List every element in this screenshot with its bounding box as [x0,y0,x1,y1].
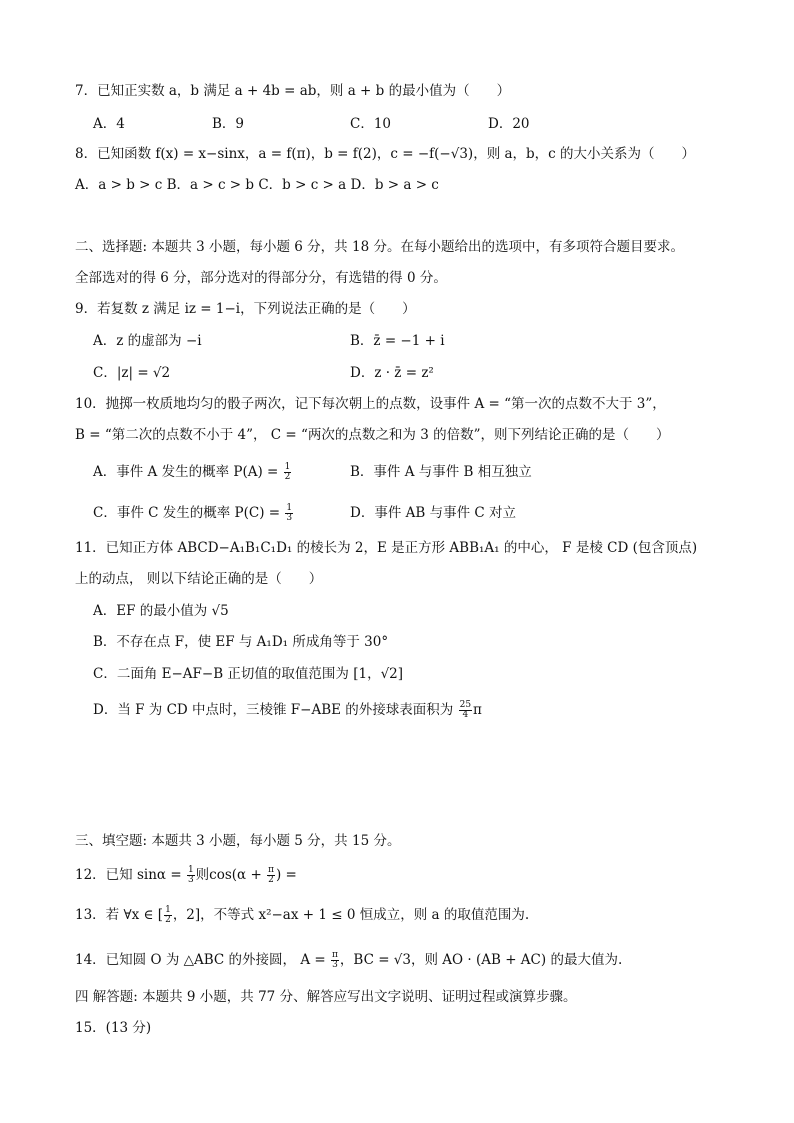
q14-post: ，BC = √3，则 AO · (AB + AC) 的最大值为. [339,952,623,968]
q12-mid: 则cos(α + [195,867,262,883]
section4-title: 四 解答题: 本题共 9 小题，共 77 分、解答应写出文字说明、证明过程或演算步骤。 [75,989,577,1005]
q12 [75,865,297,885]
fraction [285,504,293,523]
q13 [75,905,529,925]
q12-post: ) = [276,867,297,883]
q9-option-b: B．z̄ = −1 + i [350,333,445,349]
q9-stem: 9．若复数 z 满足 iz = 1−i，下列说法正确的是（ ） [75,301,416,317]
q11-line2: 上的动点， 则以下结论正确的是（ ） [75,571,323,587]
numerator: 1 [165,905,171,915]
q9-option-a: A．z 的虚部为 −i [93,333,202,349]
q7-option-a: A．4 [93,116,125,132]
fraction [267,866,275,885]
section2-instructions-line2: 全部选对的得 6 分，部分选对的得部分分，有选错的得 0 分。 [75,270,447,286]
q7-option-d: D．20 [488,116,530,132]
fraction [331,951,339,970]
q14-pre: 14．已知圆 O 为 △ABC 的外接圆， A = [75,952,326,968]
fraction [164,906,172,925]
q11-option-a: A．EF 的最小值为 √5 [93,603,229,619]
q15-label: 15．(13 分) [75,1020,152,1036]
q13-pre: 13．若 ∀x ∈ [ [75,907,164,923]
numerator: π [268,865,274,875]
denominator: 2 [268,875,274,885]
denominator: 2 [165,915,171,925]
q10-line1: 10．抛掷一枚质地均匀的骰子两次，记下每次朝上的点数，设事件 A = “第一次的点数不大于 3”， [75,396,666,412]
q8-options: A．a > b > c B．a > c > b C．b > c > a D．b > a > c [75,177,439,193]
q10-option-c [93,503,294,523]
fraction [187,866,195,885]
fraction [284,463,292,482]
denominator: 3 [187,875,194,885]
q9-option-d: D．z · z̄ = z² [350,365,434,381]
q11-option-c: C．二面角 E−AF−B 正切值的取值范围为 [1，√2] [93,666,404,682]
q10-option-d: D．事件 AB 与事件 C 对立 [350,505,516,521]
fraction [459,701,472,720]
q10-option-b: B．事件 A 与事件 B 相互独立 [350,464,532,480]
numerator: 25 [459,700,472,710]
pi-symbol: π [473,702,482,718]
denominator: 2 [284,472,291,482]
q10-option-a [93,462,292,482]
q7-option-c: C．10 [350,116,392,132]
denominator: 4 [462,710,469,720]
section2-instructions-line1: 二、选择题: 本题共 3 小题，每小题 6 分，共 18 分。在每小题给出的选项中，有多项符合题目要求。 [75,239,684,255]
denominator: 3 [286,513,293,523]
q11-option-b: B．不存在点 F，使 EF 与 A₁D₁ 所成角等于 30° [93,634,389,650]
q10-line2: B = “第二次的点数不小于 4”， C = “两次的点数之和为 3 的倍数”，则下列结论正确的是（ ） [75,427,670,443]
q13-post: ，2]，不等式 x²−ax + 1 ≤ 0 恒成立，则 a 的取值范围为. [172,907,530,923]
numerator: 1 [187,865,194,875]
numerator: π [331,950,338,960]
q11-option-d-text: D．当 F 为 CD 中点时，三棱锥 F−ABE 的外接球表面积为 [93,702,454,718]
numerator: 1 [284,462,291,472]
numerator: 1 [286,503,293,513]
q12-pre: 12．已知 sinα = [75,867,182,883]
q7-option-b: B．9 [212,116,245,132]
q8-stem: 8．已知函数 f(x) = x−sinx，a = f(π)，b = f(2)，c = −f(−√3)，则 a，b，c 的大小关系为（ ） [75,146,696,162]
q10-option-a-text: A．事件 A 发生的概率 P(A) = [93,464,279,480]
q14 [75,950,622,970]
q7-stem: 7．已知正实数 a，b 满足 a + 4b = ab，则 a + b 的最小值为（ ） [75,83,511,99]
q9-option-c: C．|z| = √2 [93,365,171,381]
denominator: 3 [332,960,338,970]
q11-option-d [93,700,482,720]
q10-option-c-text: C．事件 C 发生的概率 P(C) = [93,505,281,521]
q11-line1: 11．已知正方体 ABCD−A₁B₁C₁D₁ 的棱长为 2，E 是正方形 ABB₁A₁ 的中心， F 是棱 CD (包含顶点) [75,540,698,556]
section3-title: 三、填空题: 本题共 3 小题，每小题 5 分，共 15 分。 [75,833,401,849]
